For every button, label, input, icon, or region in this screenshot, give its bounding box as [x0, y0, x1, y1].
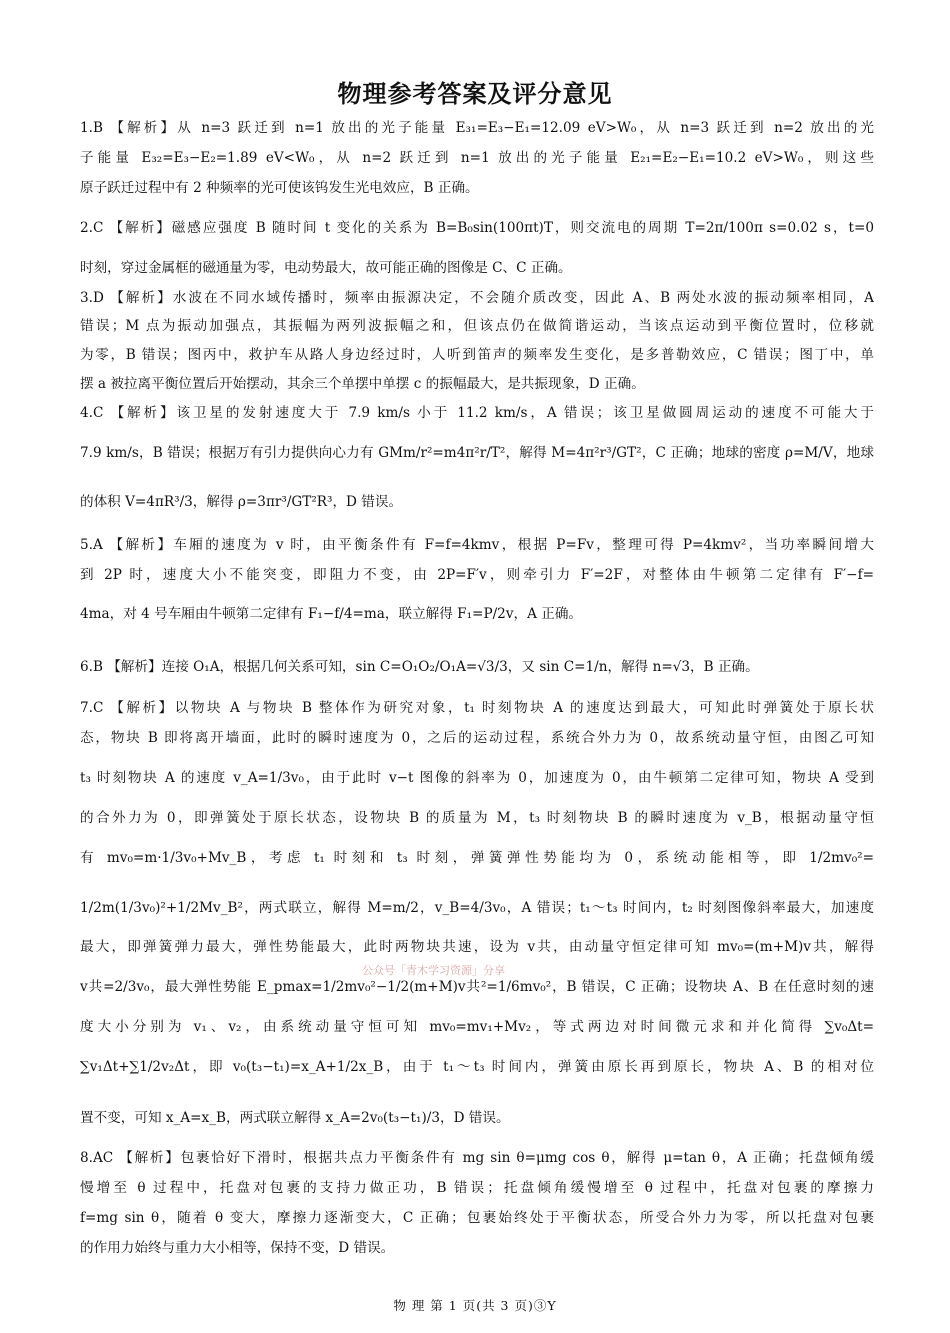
answer-line: v共=2/3v₀，最大弹性势能 E_pmax=1/2mv₀²−1/2(m+M)v共²=1/6mv₀²，B 错误，C 正确；设物块 A、B 在任意时刻的速	[80, 979, 874, 995]
answer-line: 慢增至 θ 过程中，托盘对包裹的支持力做正功，B 错误；托盘倾角缓慢增至 θ 过程中，托盘对包裹的摩擦力	[80, 1180, 874, 1196]
answer-line: 度大小分别为 v₁、v₂，由系统动量守恒可知 mv₀=mv₁+Mv₂，等式两边对时间微元求和并化简得 ∑v₀Δt=	[80, 1019, 874, 1035]
answer-line: ∑v₁Δt+∑1/2v₂Δt，即 v₀(t₃−t₁)=x_A+1/2x_B，由于 t₁～t₃ 时间内，弹簧由原长再到原长，物块 A、B 的相对位	[80, 1059, 874, 1075]
answer-line: 置不变，可知 x_A=x_B，两式联立解得 x_A=2v₀(t₃−t₁)/3，D 错误。	[80, 1110, 510, 1126]
answer-line: 4.C 【解析】该卫星的发射速度大于 7.9 km/s 小于 11.2 km/s，A 错误；该卫星做圆周运动的速度不可能大于	[80, 405, 874, 421]
answer-line: 的作用力始终与重力大小相等，保持不变，D 错误。	[80, 1240, 395, 1256]
answer-line: 到 2P 时，速度大小不能突变，即阻力不变，由 2P=F′v，则牵引力 F′=2F，对整体由牛顿第二定律有 F′−f=	[80, 567, 874, 583]
answer-line: 的体积 V=4πR³/3，解得 ρ=3πr³/GT²R³，D 错误。	[80, 494, 403, 510]
answer-line: 3.D 【解析】水波在不同水域传播时，频率由振源决定，不会随介质改变，因此 A、B 两处水波的振动频率相同，A	[80, 290, 874, 306]
answer-line: 最大，即弹簧弹力最大，弹性势能最大，此时两物块共速，设为 v共，由动量守恒定律可知 mv₀=(m+M)v共，解得	[80, 939, 874, 955]
answer-line: 7.C 【解析】以物块 A 与物块 B 整体作为研究对象，t₁ 时刻物块 A 的速度达到最大，可知此时弹簧处于原长状	[80, 700, 874, 716]
answer-line: 原子跃迁过程中有 2 种频率的光可使该钨发生光电效应，B 正确。	[80, 180, 479, 196]
page-title: 物理参考答案及评分意见	[337, 80, 613, 108]
answer-line: 的合外力为 0，即弹簧处于原长状态，设物块 B 的质量为 M，t₃ 时刻物块 B 的瞬时速度为 v_B，根据动量守恒	[80, 810, 874, 826]
answer-line: f=mg sin θ，随着 θ 变大，摩擦力逐渐变大，C 正确；包裹始终处于平衡状态，所受合外力为零，所以托盘对包裹	[80, 1210, 874, 1226]
answer-line: 5.A 【解析】车厢的速度为 v 时，由平衡条件有 F=f=4kmv，根据 P=Fv，整理可得 P=4kmv²，当功率瞬间增大	[80, 537, 874, 553]
answer-line: 错误；M 点为振动加强点，其振幅为两列波振幅之和，但该点仍在做简谐运动，当该点运动到平衡位置时，位移就	[80, 318, 874, 334]
answer-line: 时刻，穿过金属框的磁通量为零，电动势最大，故可能正确的图像是 C、C 正确。	[80, 260, 572, 276]
answer-line: 子能量 E₃₂=E₃−E₂=1.89 eV<W₀，从 n=2 跃迁到 n=1 放出的光子能量 E₂₁=E₂−E₁=10.2 eV>W₀，则这些	[80, 150, 874, 166]
answer-line: 为零，B 错误；图丙中，救护车从路人身边经过时，人听到笛声的频率发生变化，是多普勒效应，C 错误；图丁中，单	[80, 347, 874, 363]
answer-line: 2.C 【解析】磁感应强度 B 随时间 t 变化的关系为 B=B₀sin(100πt)T，则交流电的周期 T=2π/100π s=0.02 s，t=0	[80, 220, 874, 236]
page-footer: 物 理 第 1 页(共 3 页)③Y	[393, 1298, 557, 1313]
answer-line: t₃ 时刻物块 A 的速度 v_A=1/3v₀，由于此时 v−t 图像的斜率为 0，加速度为 0，由牛顿第二定律可知，物块 A 受到	[80, 770, 874, 786]
answer-line: 8.AC 【解析】包裹恰好下滑时，根据共点力平衡条件有 mg sin θ=μmg cos θ，解得 μ=tan θ，A 正确；托盘倾角缓	[80, 1150, 874, 1166]
answer-line: 6.B 【解析】连接 O₁A，根据几何关系可知，sin C=O₁O₂/O₁A=√3/3，又 sin C=1/n，解得 n=√3，B 正确。	[80, 659, 759, 675]
answer-line: 态，物块 B 即将离开墙面，此时的瞬时速度为 0，之后的运动过程，系统合外力为 0，故系统动量守恒，由图乙可知	[80, 730, 874, 746]
watermark: 公众号「青木学习资源」分享	[362, 964, 505, 977]
answer-line: 7.9 km/s，B 错误；根据万有引力提供向心力有 GMm/r²=m4π²r/T²，解得 M=4π²r³/GT²，C 正确；地球的密度 ρ=M/V，地球	[80, 445, 874, 461]
answer-line: 4ma，对 4 号车厢由牛顿第二定律有 F₁−f/4=ma，联立解得 F₁=P/2v，A 正确。	[80, 606, 583, 622]
answer-line: 1.B 【解析】从 n=3 跃迁到 n=1 放出的光子能量 E₃₁=E₃−E₁=12.09 eV>W₀，从 n=3 跃迁到 n=2 放出的光	[80, 120, 874, 136]
answer-line: 1/2m(1/3v₀)²+1/2Mv_B²，两式联立，解得 M=m/2，v_B=4/3v₀，A 错误；t₁～t₃ 时间内，t₂ 时刻图像斜率最大，加速度	[80, 900, 874, 916]
answer-line: 有 mv₀=m·1/3v₀+Mv_B，考虑 t₁ 时刻和 t₃ 时刻，弹簧弹性势能均为 0，系统动能相等，即 1/2mv₀²=	[80, 850, 874, 866]
answer-line: 摆 a 被拉离平衡位置后开始摆动，其余三个单摆中单摆 c 的振幅最大，是共振现象，D 正确。	[80, 376, 645, 392]
